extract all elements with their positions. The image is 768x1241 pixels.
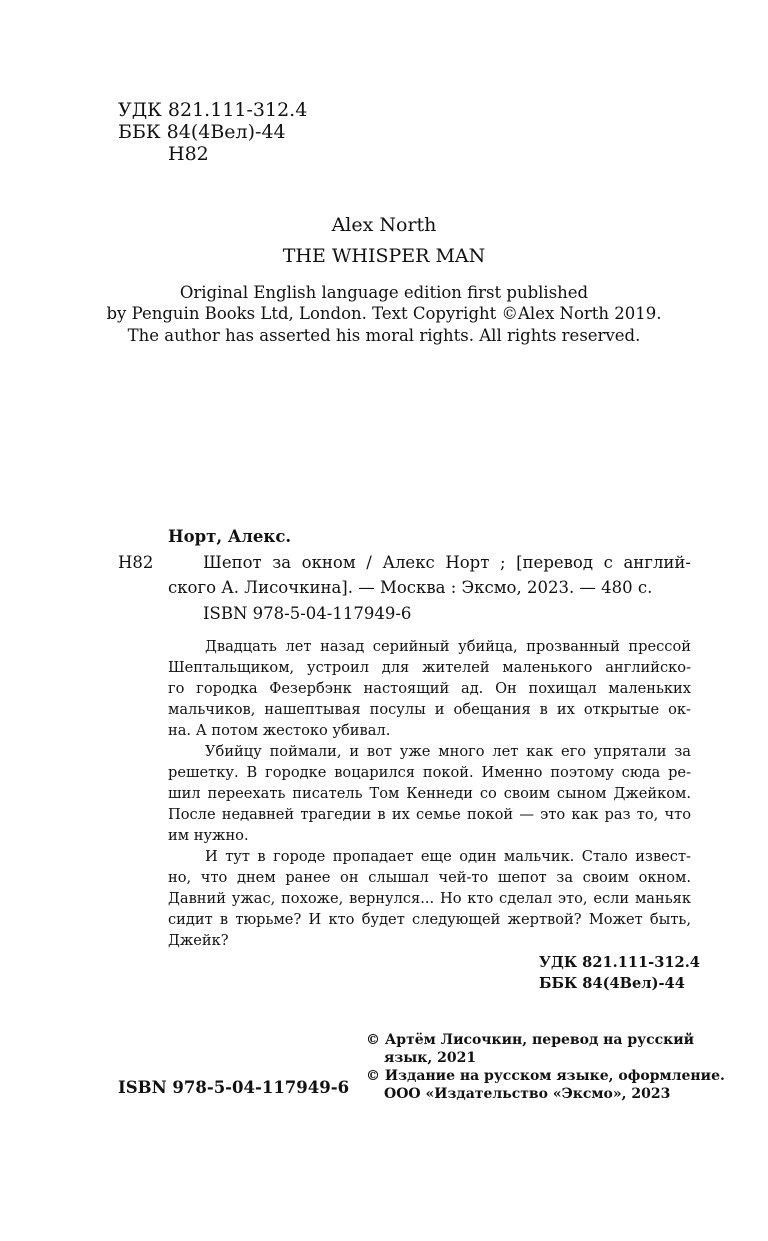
record-description-line: Шепот за окном / Алекс Норт ; [перевод с англий- bbox=[203, 553, 691, 572]
annotation-line: Шептальщиком, устроил для жителей маленького английско- bbox=[168, 659, 691, 676]
annotation-line: Джейк? bbox=[168, 932, 229, 949]
annotation-line: на. А потом жестоко убивал. bbox=[168, 722, 391, 739]
copyright-line: язык, 2021 bbox=[384, 1050, 477, 1066]
annotation-line: И тут в городе пропадает еще один мальчик. Стало извест- bbox=[205, 848, 691, 865]
copyright-notice-line: The author has asserted his moral rights. All rights reserved. bbox=[127, 326, 641, 345]
record-isbn: ISBN 978-5-04-117949-6 bbox=[203, 604, 412, 623]
footer-isbn: ISBN 978-5-04-117949-6 bbox=[118, 1078, 350, 1097]
annotation-line: Убийцу поймали, и вот уже много лет как его упрятали за bbox=[205, 743, 691, 760]
bbk-code-top: ББК 84(4Вел)-44 bbox=[118, 121, 286, 143]
record-description-line: ского А. Лисочкина]. — Москва : Эксмо, 2023. — 480 с. bbox=[168, 578, 653, 597]
copyright-line: © Издание на русском языке, оформление. bbox=[366, 1068, 725, 1084]
annotation-line: мальчиков, нашептывая посулы и обещания в их открытые ок- bbox=[168, 701, 691, 718]
annotation-line: го городка Фезербэнк настоящий ад. Он похищал маленьких bbox=[168, 680, 691, 697]
udk-code-top: УДК 821.111-312.4 bbox=[118, 99, 308, 121]
annotation-line: но, что днем ранее он слышал чей-то шепот за своим окном. bbox=[168, 869, 691, 886]
copyright-notice-line: by Penguin Books Ltd, London. Text Copyright ©Alex North 2019. bbox=[106, 304, 662, 323]
author-mark-top: Н82 bbox=[168, 143, 209, 165]
author-mark: Н82 bbox=[118, 553, 154, 572]
annotation-line: сидит в тюрьме? И кто будет следующей жертвой? Может быть, bbox=[168, 911, 691, 928]
record-heading: Норт, Алекс. bbox=[168, 527, 292, 546]
annotation-line: Давний ужас, похоже, вернулся... Но кто сделал это, если маньяк bbox=[168, 890, 691, 907]
copyright-notice-line: Original English language edition first published bbox=[179, 283, 589, 302]
bbk-code-bottom: ББК 84(4Вел)-44 bbox=[539, 975, 685, 992]
copyright-line: ООО «Издательство «Эксмо», 2023 bbox=[384, 1086, 671, 1102]
original-title: THE WHISPER MAN bbox=[282, 245, 486, 267]
copyright-line: © Артём Лисочкин, перевод на русский bbox=[366, 1032, 695, 1048]
annotation-line: После недавней трагедии в их семье покой — это как раз то, что bbox=[168, 806, 691, 823]
annotation-line: Двадцать лет назад серийный убийца, прозванный прессой bbox=[205, 638, 691, 655]
annotation-line: шил переехать писатель Том Кеннеди со своим сыном Джейком. bbox=[168, 785, 691, 802]
annotation-line: решетку. В городке воцарился покой. Именно поэтому сюда ре- bbox=[168, 764, 691, 781]
annotation-line: им нужно. bbox=[168, 827, 249, 844]
original-author: Alex North bbox=[331, 214, 437, 236]
udk-code-bottom: УДК 821.111-312.4 bbox=[539, 954, 700, 971]
